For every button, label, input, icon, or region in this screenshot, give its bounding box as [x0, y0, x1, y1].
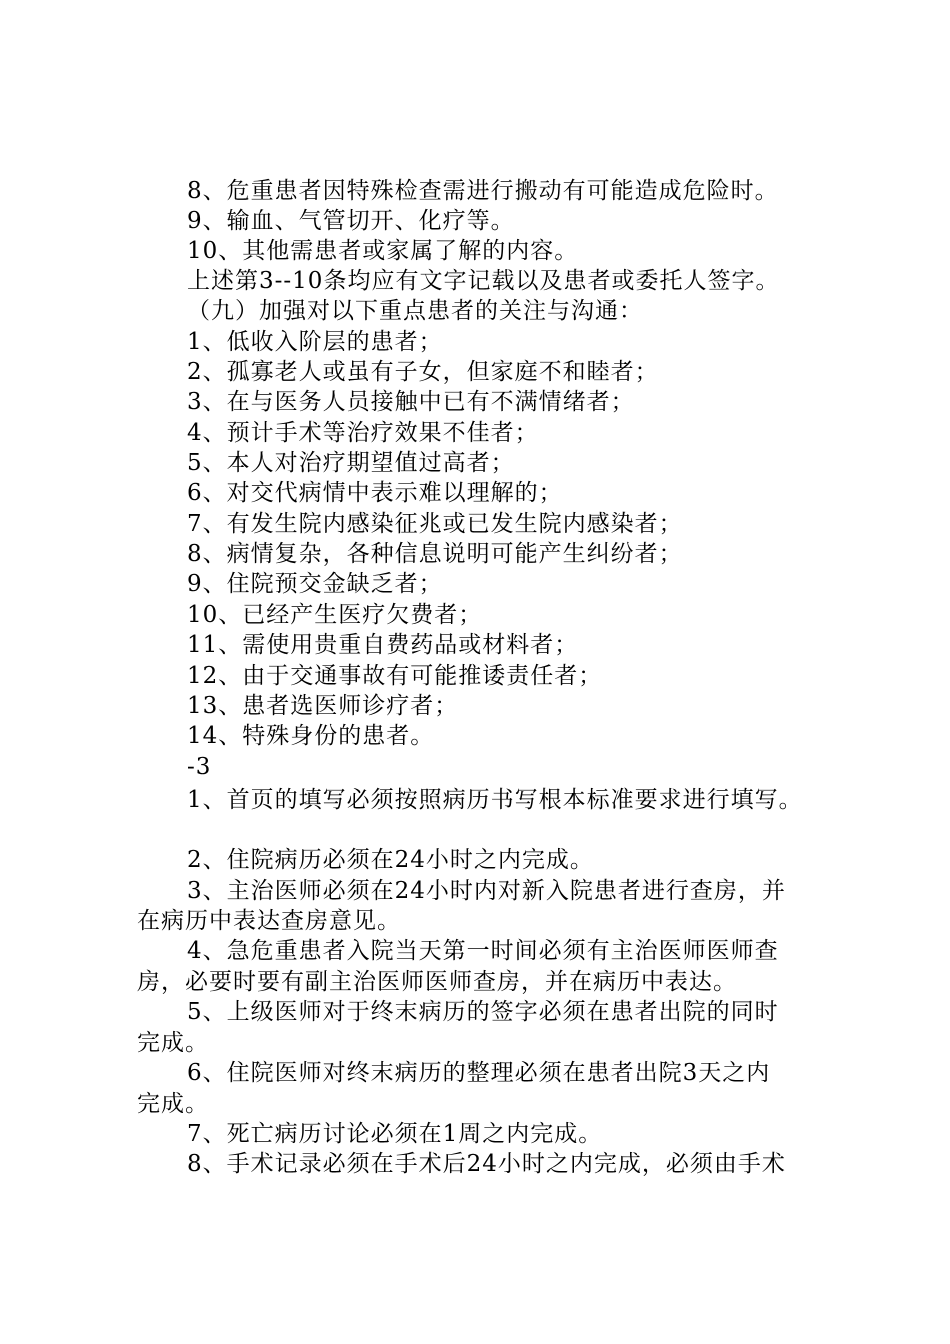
text-line: 完成。 [137, 1030, 209, 1056]
text-line: 2、住院病历必须在24小时之内完成。 [187, 847, 594, 873]
text-line: 13、患者选医师诊疗者； [187, 693, 459, 719]
text-line: 在病历中表达查房意见。 [137, 908, 401, 934]
text-line: 3、主治医师必须在24小时内对新入院患者进行查房，并 [187, 878, 786, 904]
text-line: 4、预计手术等治疗效果不佳者； [187, 420, 539, 446]
text-line: 11、需使用贵重自费药品或材料者； [187, 632, 579, 658]
text-line: 房，必要时要有副主治医师医师查房，并在病历中表达。 [137, 969, 737, 995]
text-line: 9、住院预交金缺乏者； [187, 571, 443, 597]
text-line: 6、对交代病情中表示难以理解的； [187, 480, 563, 506]
text-line: 14、特殊身份的患者。 [187, 723, 435, 749]
text-line: 1、低收入阶层的患者； [187, 329, 443, 355]
text-line: 上述第3--10条均应有文字记载以及患者或委托人签字。 [187, 268, 780, 294]
text-line: 8、病情复杂，各种信息说明可能产生纠纷者； [187, 541, 683, 567]
text-line: 10、其他需患者或家属了解的内容。 [187, 238, 579, 264]
text-line: 7、有发生院内感染征兆或已发生院内感染者； [187, 511, 683, 537]
text-line: 5、本人对治疗期望值过高者； [187, 450, 515, 476]
text-line: 2、孤寡老人或虽有子女，但家庭不和睦者； [187, 359, 659, 385]
text-line: 3、在与医务人员接触中已有不满情绪者； [187, 389, 635, 415]
text-line: 5、上级医师对于终末病历的签字必须在患者出院的同时 [187, 999, 779, 1025]
text-line: 1、首页的填写必须按照病历书写根本标准要求进行填写。 [187, 787, 803, 813]
text-line: 12、由于交通事故有可能推诿责任者； [187, 663, 603, 689]
section-heading: （九）加强对以下重点患者的关注与沟通： [187, 298, 643, 324]
text-line: 10、已经产生医疗欠费者； [187, 602, 483, 628]
text-line: 9、输血、气管切开、化疗等。 [187, 208, 515, 234]
text-line: 8、手术记录必须在手术后24小时之内完成，必须由手术 [187, 1151, 786, 1177]
text-line: 完成。 [137, 1091, 209, 1117]
text-line: 8、危重患者因特殊检查需进行搬动有可能造成危险时。 [187, 178, 779, 204]
text-line: 4、急危重患者入院当天第一时间必须有主治医师医师查 [187, 938, 779, 964]
text-line: 7、死亡病历讨论必须在1周之内完成。 [187, 1121, 603, 1147]
page-marker: -3 [187, 754, 212, 780]
text-line: 6、住院医师对终末病历的整理必须在患者出院3天之内 [187, 1060, 771, 1086]
